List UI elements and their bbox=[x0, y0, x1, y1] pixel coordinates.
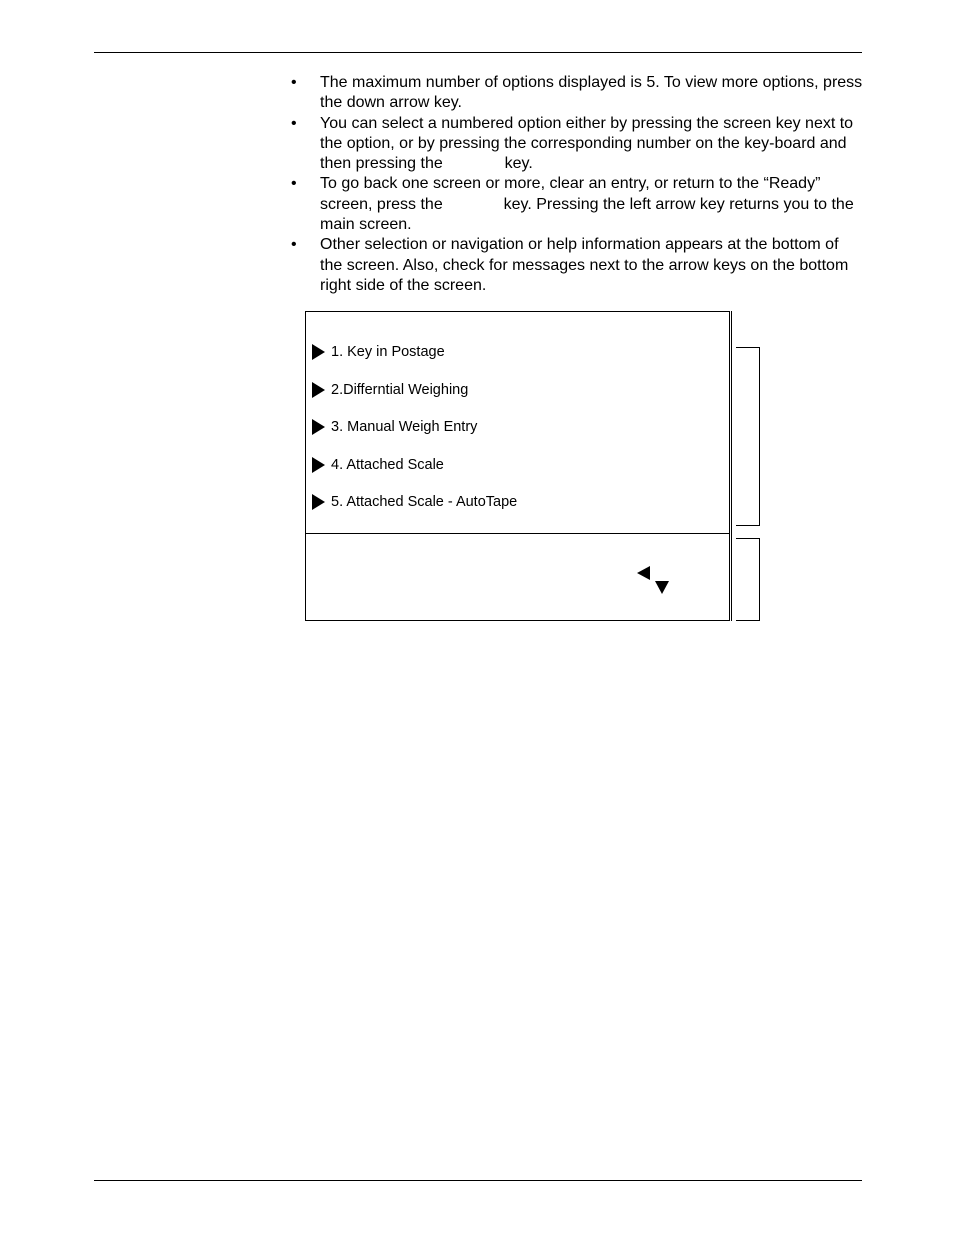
menu-option-differential-weighing[interactable] bbox=[312, 381, 468, 399]
bullet-item bbox=[288, 174, 863, 235]
menu-area-bracket bbox=[736, 347, 760, 526]
device-screen bbox=[305, 311, 730, 621]
down-arrow-icon bbox=[655, 581, 669, 594]
bullet-text: To go back one screen or more, clear an entry, or return to the “Ready” screen, press the bbox=[320, 175, 821, 213]
triangle-right-icon bbox=[312, 494, 325, 510]
bullet-item bbox=[288, 235, 863, 296]
screen-divider bbox=[305, 533, 730, 534]
instruction-list bbox=[288, 73, 863, 296]
bullet-marker: • bbox=[291, 114, 297, 132]
message-area-bracket bbox=[736, 538, 760, 621]
bullet-text: The maximum number of options displayed is 5. To view more options, press the down arrow key. bbox=[320, 74, 863, 112]
bullet-marker: • bbox=[291, 74, 297, 91]
bullet-text: key. bbox=[504, 155, 533, 173]
triangle-right-icon bbox=[312, 382, 325, 398]
menu-option-key-in-postage[interactable] bbox=[312, 343, 445, 361]
menu-option-attached-scale[interactable] bbox=[312, 456, 444, 474]
menu-option-label: 4. Attached Scale bbox=[331, 457, 444, 473]
menu-option-attached-scale-autotape[interactable] bbox=[312, 493, 517, 511]
bullet-marker: • bbox=[291, 236, 297, 254]
menu-option-label: 2.Differntial Weighing bbox=[331, 382, 469, 398]
menu-option-label: 1. Key in Postage bbox=[331, 344, 445, 360]
menu-option-label: 3. Manual Weigh Entry bbox=[331, 419, 478, 435]
screen-edge bbox=[731, 311, 732, 621]
menu-option-manual-weigh-entry[interactable] bbox=[312, 418, 477, 436]
bullet-text: You can select a numbered option either by pressing the screen key next to the option, or by pressing the corresponding number on the key-board and then pressing the bbox=[320, 114, 854, 173]
left-arrow-icon bbox=[637, 566, 650, 580]
bullet-text: key. Pressing the left arrow key returns you to the main screen. bbox=[320, 195, 854, 234]
menu-option-label: 5. Attached Scale - AutoTape bbox=[331, 494, 518, 510]
triangle-right-icon bbox=[312, 419, 325, 435]
bullet-marker: • bbox=[291, 175, 297, 193]
header-rule bbox=[94, 52, 862, 53]
bullet-item bbox=[288, 73, 863, 114]
bullet-text: Other selection or navigation or help information appears at the bottom of the screen. Also, check for messages next to the arrow keys on the bottom right side of the screen. bbox=[320, 236, 849, 294]
footer-rule bbox=[94, 1180, 862, 1181]
triangle-right-icon bbox=[312, 344, 325, 360]
bullet-item bbox=[288, 114, 863, 175]
triangle-right-icon bbox=[312, 457, 325, 473]
